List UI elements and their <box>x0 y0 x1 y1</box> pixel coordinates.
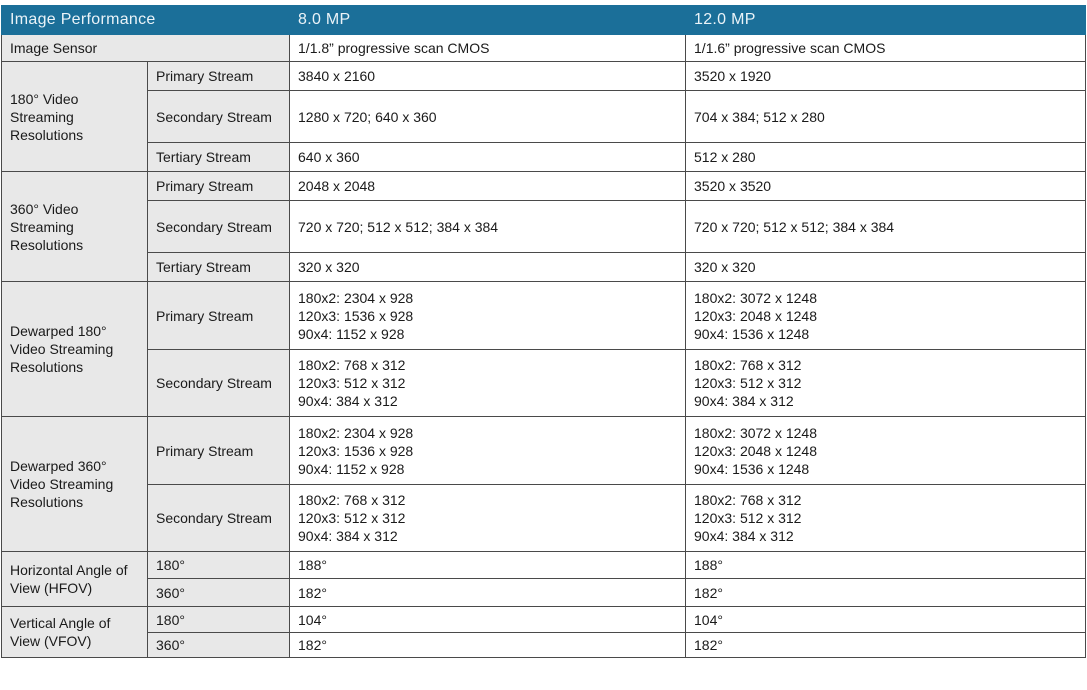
cell-line: 180x2: 3072 x 1248 <box>694 424 818 441</box>
sub-label-primary: Primary Stream <box>148 417 290 485</box>
sub-label-tertiary: Tertiary Stream <box>148 253 290 282</box>
sub-label-180: 180° <box>148 607 290 633</box>
cell-line: 120x3: 512 x 312 <box>694 510 802 526</box>
table-row <box>2 485 1086 552</box>
cell-line: 120x3: 512 x 312 <box>298 375 406 391</box>
sub-label-primary: Primary Stream <box>148 62 290 91</box>
cell-12mp: 182° <box>686 579 1086 607</box>
cell-12mp: 720 x 720; 512 x 512; 384 x 384 <box>686 201 1086 253</box>
row-label-image-sensor: Image Sensor <box>2 35 290 62</box>
table-row <box>2 633 1086 658</box>
cell-8mp: 3840 x 2160 <box>290 62 686 91</box>
cell-8mp: 720 x 720; 512 x 512; 384 x 384 <box>290 201 686 253</box>
cell-line: 180x2: 768 x 312 <box>694 492 802 508</box>
cell-12mp: 188° <box>686 552 1086 579</box>
table-row <box>2 552 1086 579</box>
cell-8mp <box>290 282 686 350</box>
cell-line: 180x2: 3072 x 1248 <box>694 289 818 306</box>
sub-label-primary: Primary Stream <box>148 172 290 201</box>
cell-12mp: 512 x 280 <box>686 143 1086 172</box>
cell-line: 120x3: 2048 x 1248 <box>694 307 818 324</box>
cell-line: 180x2: 2304 x 928 <box>298 424 414 441</box>
cell-line: 90x4: 384 x 312 <box>694 528 794 544</box>
cell-line: 90x4: 384 x 312 <box>298 393 398 409</box>
cell-8mp: 640 x 360 <box>290 143 686 172</box>
cell-8mp: 2048 x 2048 <box>290 172 686 201</box>
cell-8mp: 182° <box>290 579 686 607</box>
cell-8mp <box>290 485 686 552</box>
sub-label-secondary: Secondary Stream <box>148 201 290 253</box>
cell-12mp: 3520 x 1920 <box>686 62 1086 91</box>
cell-line: 180x2: 768 x 312 <box>298 357 406 373</box>
cell-12mp <box>686 485 1086 552</box>
cell-12mp <box>686 350 1086 417</box>
sub-label-secondary: Secondary Stream <box>148 485 290 552</box>
table-row <box>2 253 1086 282</box>
sub-label-secondary: Secondary Stream <box>148 91 290 143</box>
cell-line: 90x4: 1536 x 1248 <box>694 460 810 477</box>
cell-line: 90x4: 1152 x 928 <box>298 325 405 342</box>
cell-line: 90x4: 384 x 312 <box>694 393 794 409</box>
spec-table <box>1 5 1086 658</box>
table-row <box>2 417 1086 485</box>
cell-line: 120x3: 512 x 312 <box>298 510 406 526</box>
cell-12mp <box>686 417 1086 485</box>
sub-label-secondary: Secondary Stream <box>148 350 290 417</box>
cell-8mp <box>290 417 686 485</box>
cell-12mp: 182° <box>686 633 1086 658</box>
table-row <box>2 62 1086 91</box>
sub-label-180: 180° <box>148 552 290 579</box>
table-row <box>2 172 1086 201</box>
table-row <box>2 579 1086 607</box>
sub-label-tertiary: Tertiary Stream <box>148 143 290 172</box>
table-row <box>2 607 1086 633</box>
sub-label-360: 360° <box>148 579 290 607</box>
cell-12mp: 104° <box>686 607 1086 633</box>
group-label-hfov: Horizontal Angle of View (HFOV) <box>2 552 148 607</box>
group-label-360-video: 360° Video Streaming Resolutions <box>2 172 148 282</box>
cell-8mp: 182° <box>290 633 686 658</box>
cell-8mp: 104° <box>290 607 686 633</box>
cell-line: 90x4: 384 x 312 <box>298 528 398 544</box>
group-label-dewarped-180: Dewarped 180° Video Streaming Resolutions <box>2 282 148 417</box>
cell-8mp: 1/1.8” progressive scan CMOS <box>290 35 686 62</box>
cell-12mp: 3520 x 3520 <box>686 172 1086 201</box>
cell-12mp <box>686 282 1086 350</box>
table-row <box>2 35 1086 62</box>
cell-line: 120x3: 1536 x 928 <box>298 442 414 459</box>
table-row <box>2 201 1086 253</box>
cell-line: 180x2: 768 x 312 <box>694 357 802 373</box>
sub-label-primary: Primary Stream <box>148 282 290 350</box>
cell-8mp: 1280 x 720; 640 x 360 <box>290 91 686 143</box>
sub-label-360: 360° <box>148 633 290 658</box>
table-row <box>2 143 1086 172</box>
cell-line: 120x3: 512 x 312 <box>694 375 802 391</box>
cell-8mp: 320 x 320 <box>290 253 686 282</box>
group-label-vfov: Vertical Angle of View (VFOV) <box>2 607 148 658</box>
cell-8mp <box>290 350 686 417</box>
cell-12mp: 704 x 384; 512 x 280 <box>686 91 1086 143</box>
cell-line: 120x3: 1536 x 928 <box>298 307 414 324</box>
cell-12mp: 320 x 320 <box>686 253 1086 282</box>
table-row <box>2 350 1086 417</box>
header-image-performance: Image Performance <box>2 6 290 35</box>
table-row <box>2 91 1086 143</box>
table-row <box>2 282 1086 350</box>
cell-8mp: 188° <box>290 552 686 579</box>
cell-line: 120x3: 2048 x 1248 <box>694 442 818 459</box>
cell-line: 90x4: 1152 x 928 <box>298 460 405 477</box>
cell-line: 180x2: 2304 x 928 <box>298 289 414 306</box>
group-label-180-video: 180° Video Streaming Resolutions <box>2 62 148 172</box>
header-row <box>2 6 1086 35</box>
group-label-dewarped-360: Dewarped 360° Video Streaming Resolutions <box>2 417 148 552</box>
cell-line: 90x4: 1536 x 1248 <box>694 325 810 342</box>
cell-12mp: 1/1.6” progressive scan CMOS <box>686 35 1086 62</box>
header-8mp: 8.0 MP <box>290 6 686 35</box>
cell-line: 180x2: 768 x 312 <box>298 492 406 508</box>
header-12mp: 12.0 MP <box>686 6 1086 35</box>
